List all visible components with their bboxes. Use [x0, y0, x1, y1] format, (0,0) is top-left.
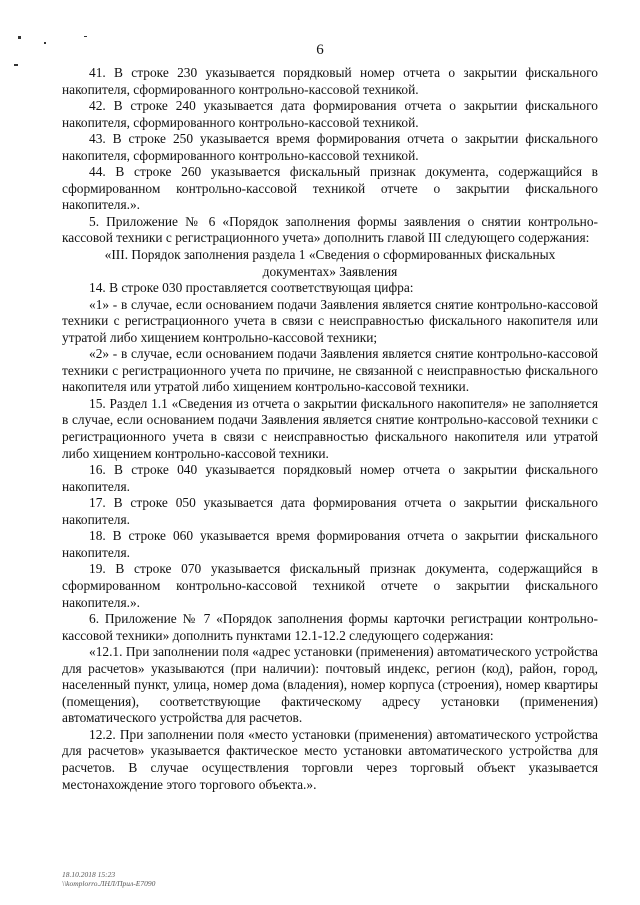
paragraph-14: 14. В строке 030 проставляется соответствующая цифра: — [89, 280, 414, 296]
scan-mark — [84, 36, 87, 37]
paragraph-17: 17. В строке 050 указывается дата формирования отчета о закрытии фискального накопителя. — [62, 495, 598, 527]
footer-date: 18.10.2018 15:23 — [62, 870, 116, 879]
footer-path: \\komplorro.ЛНЛ/Прил-Е7090 — [62, 879, 156, 888]
paragraph-12-1: «12.1. При заполнении поля «адрес установки (применения) автоматического устройства для расчетов» указываются (при наличии): почтовый индекс, регион (код), район, город, населенный пункт, улица, номер дома (владения), номер корпуса (строения), номер квартиры (помещения), соответствующие фактическому адресу установки (применения) автоматического устройства для расчетов. — [62, 644, 598, 726]
paragraph-41: 41. В строке 230 указывается порядковый номер отчета о закрытии фискального накопителя, сформированного контрольно-кассовой техникой. — [62, 65, 598, 97]
page-number: 6 — [316, 42, 324, 58]
paragraph-option-2: «2» - в случае, если основанием подачи Заявления является снятие контрольно-кассовой техники с регистрационного учета по причине, не связанной с неисправностью фискального накопителя или утратой либо хищением контрольно-кассовой техники. — [62, 346, 598, 395]
paragraph-15: 15. Раздел 1.1 «Сведения из отчета о закрытии фискального накопителя» не заполняется в случае, если основанием подачи Заявления является снятие контрольно-кассовой техники с регистрационного учета в связи с неисправностью фискального накопителя или утратой либо хищением контрольно-кассовой техники. — [62, 395, 598, 461]
paragraph-19: 19. В строке 070 указывается фискальный признак документа, содержащийся в сформированном контрольно-кассовой техникой отчете о закрытии фискального накопителя.». — [62, 561, 598, 610]
section-heading: «III. Порядок заполнения раздела 1 «Сведения о сформированных фискальных документах» Заявления — [104, 247, 556, 279]
paragraph-18: 18. В строке 060 указывается время формирования отчета о закрытии фискального накопителя. — [62, 528, 598, 560]
paragraph-16: 16. В строке 040 указывается порядковый номер отчета о закрытии фискального накопителя. — [62, 462, 598, 494]
document-body — [62, 65, 598, 793]
paragraph-5: 5. Приложение № 6 «Порядок заполнения формы заявления о снятии контрольно-кассовой техники с регистрационного учета» дополнить главой III следующего содержания: — [62, 213, 598, 246]
paragraph-option-1: «1» - в случае, если основанием подачи Заявления является снятие контрольно-кассовой техники с регистрационного учета в связи с неисправностью фискального накопителя или утратой либо хищением контрольно-кассовой техники; — [62, 296, 598, 345]
paragraph-43: 43. В строке 250 указывается время формирования отчета о закрытии фискального накопителя, сформированного контрольно-кассовой техникой. — [62, 131, 598, 163]
paragraph-42: 42. В строке 240 указывается дата формирования отчета о закрытии фискального накопителя, сформированного контрольно-кассовой техникой. — [62, 98, 598, 130]
paragraph-6: 6. Приложение № 7 «Порядок заполнения формы карточки регистрации контрольно-кассовой техники» дополнить пунктами 12.1-12.2 следующего содержания: — [62, 611, 598, 643]
scan-mark — [14, 64, 18, 66]
paragraph-12-2: 12.2. При заполнении поля «место установки (применения) автоматического устройства для расчетов» указывается фактическое место установки автоматического устройства для расчетов. В случае осуществления торговли через торговый объект указывается местонахождение этого торгового объекта.». — [62, 726, 598, 792]
footer-stamp — [62, 870, 155, 888]
scan-mark — [18, 36, 21, 39]
paragraph-44: 44. В строке 260 указывается фискальный признак документа, содержащийся в сформированном контрольно-кассовой техникой отчете о закрытии фискального накопителя.». — [62, 164, 598, 213]
